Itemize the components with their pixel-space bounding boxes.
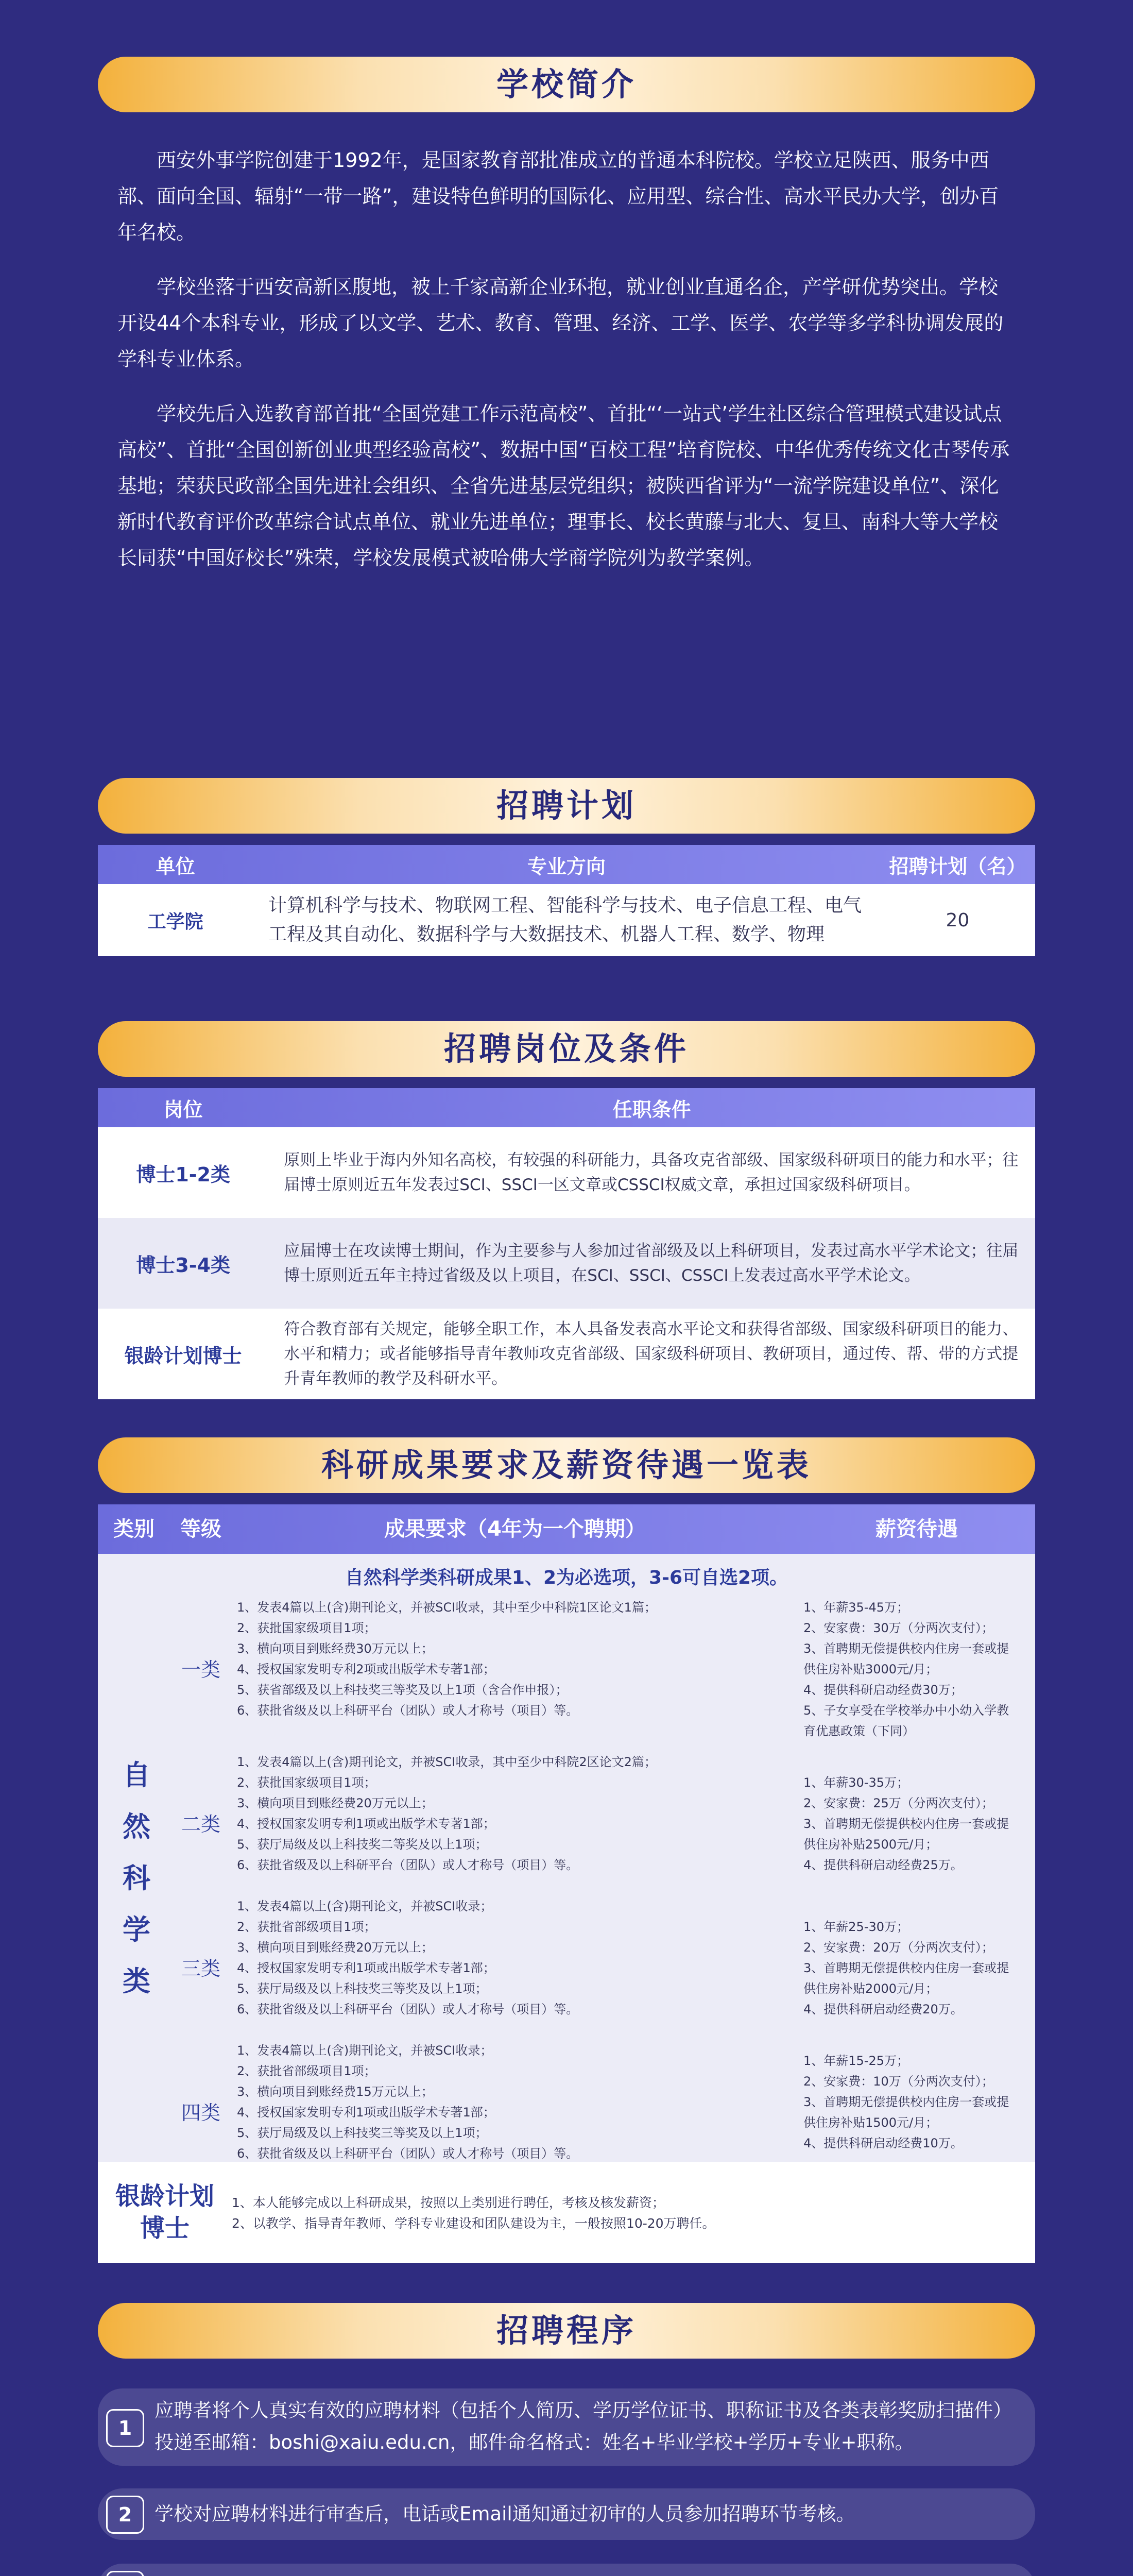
req-item: 5、获厅局级及以上科技奖二等奖及以上1项； [237, 1837, 488, 1852]
position-cond-2: 应届博士在攻读博士期间，作为主要参与人参加过省部级及以上科研项目，发表过高水平学术论文；往届博士原则近五年主持过省级及以上项目，在SCI、SSCI、CSSCI上发表过高水平学术论文。 [284, 1242, 1019, 1285]
intro-paragraph-3: 学校先后入选教育部首批“全国党建工作示范高校”、首批“‘一站式’学生社区综合管理模式建设试点高校”、首批“全国创新创业典型经验高校”、数据中国“百校工程”培育院校、中华优秀传统文化古琴传承基地；荣获民政部全国先进社会组织、全省先进基层党组织；被陕西省评为“一流学院建设单位”、深化新时代教育评价改革综合试点单位、就业先进单位；理事长、校长黄藤与北大、复旦、南科大等大学校长同获“中国好校长”殊荣，学校发展模式被哈佛大学商学院列为教学案例。 [117, 402, 1010, 569]
step-number-icon: 1 [106, 2409, 144, 2447]
positions-table [98, 1088, 1035, 1399]
table-row [98, 1127, 1035, 1218]
req-item: 6、获批省级及以上科研平台（团队）或人才称号（项目）等。 [237, 2002, 579, 2016]
process-step-1 [98, 2388, 1035, 2466]
step-text-2: 学校对应聘材料进行审查后，电话或Email通知通过初审的人员参加招聘环节考核。 [154, 2503, 855, 2525]
positions-table-header [98, 1088, 1035, 1127]
level-reqs-2 [237, 1752, 788, 1875]
req-item: 1、发表4篇以上(含)期刊论文，并被SCI收录，其中至少中科院2区论文2篇； [237, 1755, 657, 1769]
table-row [98, 884, 1035, 956]
req-item: 1、发表4篇以上(含)期刊论文，并被SCI收录，其中至少中科院1区论文1篇； [237, 1600, 657, 1615]
process-step-3 [98, 2564, 1035, 2576]
plan-col-major: 专业方向 [527, 855, 606, 878]
intro-paragraph-2: 学校坐落于西安高新区腹地，被上千家高新企业环抱，就业创业直通名企，产学研优势突出。学校开设44个本科专业，形成了以文学、艺术、教育、管理、经济、工学、医学、农学等多学科协调发展的学科专业体系。 [117, 276, 1004, 370]
pay-item: 1、年薪15-25万； [803, 2054, 909, 2068]
positions-col-post: 岗位 [163, 1098, 203, 1121]
pay-item: 3、首聘期无偿提供校内住房一套或提供住房补贴1500元/月； [803, 2095, 1009, 2130]
pay-item: 4、提供科研启动经费30万； [803, 1683, 963, 1697]
req-item: 5、获省部级及以上科技奖三等奖及以上1项（含合作申报）； [237, 1683, 568, 1697]
research-table-header [98, 1504, 1035, 1554]
step-text-3 [154, 2573, 1015, 2576]
level-pay-1 [803, 1597, 1020, 1741]
pay-item: 5、子女享受在学校举办中小幼入学教育优惠政策（下同） [803, 1703, 1009, 1738]
req-item: 4、授权国家发明专利1项或出版学术专著1部； [237, 2105, 495, 2120]
intro-title: 学校简介 [496, 65, 637, 103]
pay-item: 1、年薪25-30万； [803, 1920, 909, 1934]
level-reqs-3 [237, 1896, 788, 2020]
plan-col-count: 招聘计划（名） [889, 855, 1026, 878]
positions-header [98, 1021, 1035, 1077]
pay-item: 3、首聘期无偿提供校内住房一套或提供住房补贴2000元/月； [803, 1961, 1009, 1996]
req-item: 2、获批省部级项目1项； [237, 2064, 376, 2078]
pay-item: 2、安家费：10万（分两次支付）； [803, 2074, 994, 2089]
position-cond-3: 符合教育部有关规定，能够全职工作，本人具备发表高水平论文和获得省部级、国家级科研项目的能力、水平和精力；或者能够指导青年教师攻克省部级、国家级科研项目、教研项目，通过传、帮、带的方式提升青年教师的教学及科研水平。 [284, 1320, 1019, 1388]
req-item: 5、获厅局级及以上科技奖三等奖及以上1项； [237, 1981, 488, 1996]
level-row-4 [98, 2040, 1035, 2179]
pay-item: 4、提供科研启动经费10万。 [803, 2136, 963, 2150]
research-header [98, 1437, 1035, 1493]
positions-col-cond: 任职条件 [612, 1098, 691, 1121]
position-cond-1: 原则上毕业于海内外知名高校，有较强的科研能力，具备攻克省部级、国家级科研项目的能力和水平；往届博士原则近五年发表过SCI、SSCI一区文章或CSSCI权威文章，承担过国家级科研项目。 [284, 1151, 1019, 1194]
research-col-pay: 薪资待遇 [876, 1517, 958, 1541]
process-step-2 [98, 2488, 1035, 2540]
level-pay-2 [803, 1772, 1020, 1875]
research-category: 自然科学类 [123, 1759, 150, 1997]
plan-col-unit: 单位 [156, 855, 195, 878]
req-item: 2、获批国家级项目1项； [237, 1621, 376, 1635]
pay-item: 4、提供科研启动经费20万。 [803, 2002, 963, 2016]
req-item: 1、发表4篇以上(含)期刊论文，并被SCI收录； [237, 2043, 493, 2058]
level-name-2: 二类 [181, 1813, 220, 1836]
req-item: 6、获批省级及以上科研平台（团队）或人才称号（项目）等。 [237, 1703, 579, 1718]
req-item: 4、授权国家发明专利2项或出版学术专著1部； [237, 1662, 495, 1676]
research-col-category: 类别 [113, 1517, 154, 1541]
position-name-3: 银龄计划博士 [124, 1344, 242, 1367]
level-row-1 [98, 1597, 1035, 1736]
level-pay-3 [803, 1917, 1020, 2020]
req-item: 2、获批省部级项目1项； [237, 1920, 376, 1934]
req-item: 1、发表4篇以上(含)期刊论文，并被SCI收录； [237, 1899, 493, 1913]
req-item: 6、获批省级及以上科研平台（团队）或人才称号（项目）等。 [237, 2146, 579, 2161]
step-text-1: 应聘者将个人真实有效的应聘材料（包括个人简历、学历学位证书、职称证书及各类表彰奖励扫描件）投递至邮箱：boshi@xaiu.edu.cn，邮件命名格式：姓名+毕业学校+学历+专业+职称。 [154, 2399, 1012, 2453]
req-item: 3、横向项目到账经费15万元以上； [237, 2084, 434, 2099]
pay-item: 3、首聘期无偿提供校内住房一套或提供住房补贴3000元/月； [803, 1641, 1009, 1676]
level-name-3: 三类 [181, 1957, 220, 1980]
level-name-1: 一类 [181, 1658, 220, 1681]
intro-paragraph-1: 西安外事学院创建于1992年，是国家教育部批准成立的普通本科院校。学校立足陕西、服务中西部、面向全国、辐射“一带一路”，建设特色鲜明的国际化、应用型、综合性、高水平民办大学，创办百年名校。 [117, 149, 999, 244]
plan-table [98, 845, 1035, 956]
process-title: 招聘程序 [496, 2312, 637, 2349]
plan-header [98, 778, 1035, 834]
level-name-4: 四类 [181, 2102, 220, 2124]
intro-text [117, 142, 1016, 576]
silver-req-2: 2、以教学、指导青年教师、学科专业建设和团队建设为主，一般按照10-20万聘任。 [232, 2216, 715, 2231]
pay-item: 3、首聘期无偿提供校内住房一套或提供住房补贴2500元/月； [803, 1817, 1009, 1852]
silver-reqs [232, 2193, 1004, 2234]
req-item: 2、获批国家级项目1项； [237, 1775, 376, 1790]
req-item: 3、横向项目到账经费20万元以上； [237, 1940, 434, 1955]
table-row [98, 1309, 1035, 1399]
research-col-level: 等级 [180, 1517, 221, 1541]
silver-name: 银龄计划博士 [115, 2182, 214, 2243]
research-title: 科研成果要求及薪资待遇一览表 [321, 1446, 812, 1484]
plan-major: 计算机科学与技术、物联网工程、智能科学与技术、电子信息工程、电气工程及其自动化、数据科学与大数据技术、机器人工程、数学、物理 [268, 895, 862, 945]
pay-item: 2、安家费：25万（分两次支付）； [803, 1796, 994, 1810]
req-item: 3、横向项目到账经费20万元以上； [237, 1796, 434, 1810]
level-row-3 [98, 1896, 1035, 2035]
pay-item: 1、年薪35-45万； [803, 1600, 909, 1615]
req-item: 4、授权国家发明专利1项或出版学术专著1部； [237, 1961, 495, 1975]
level-row-2 [98, 1752, 1035, 1891]
research-note: 自然科学类科研成果1、2为必选项，3-6可自选2项。 [345, 1567, 788, 1588]
req-item: 4、授权国家发明专利1项或出版学术专著1部； [237, 1817, 495, 1831]
plan-unit: 工学院 [147, 911, 203, 933]
plan-table-header [98, 845, 1035, 884]
level-pay-4 [803, 2050, 1020, 2154]
research-col-req: 成果要求（4年为一个聘期） [384, 1517, 646, 1541]
pay-item: 1、年薪30-35万； [803, 1775, 909, 1790]
req-item: 3、横向项目到账经费30万元以上； [237, 1641, 434, 1656]
table-row [98, 1218, 1035, 1309]
level-reqs-4 [237, 2040, 788, 2164]
pay-item: 2、安家费：30万（分两次支付）； [803, 1621, 994, 1635]
process-header [98, 2303, 1035, 2359]
pay-item: 4、提供科研启动经费25万。 [803, 1858, 963, 1872]
pay-item: 2、安家费：20万（分两次支付）； [803, 1940, 994, 1955]
step-number-icon: 2 [106, 2496, 144, 2534]
req-item: 6、获批省级及以上科研平台（团队）或人才称号（项目）等。 [237, 1858, 579, 1872]
req-item: 5、获厅局级及以上科技奖三等奖及以上1项； [237, 2126, 488, 2140]
step-number-icon [106, 2571, 144, 2576]
plan-title: 招聘计划 [496, 787, 637, 824]
intro-header [98, 57, 1035, 112]
position-name-2: 博士3-4类 [136, 1253, 230, 1277]
silver-req-1: 1、本人能够完成以上科研成果，按照以上类别进行聘任，考核及核发薪资； [232, 2195, 665, 2210]
positions-title: 招聘岗位及条件 [443, 1030, 689, 1067]
plan-count: 20 [946, 909, 970, 931]
level-reqs-1 [237, 1597, 788, 1721]
position-name-1: 博士1-2类 [136, 1163, 230, 1186]
